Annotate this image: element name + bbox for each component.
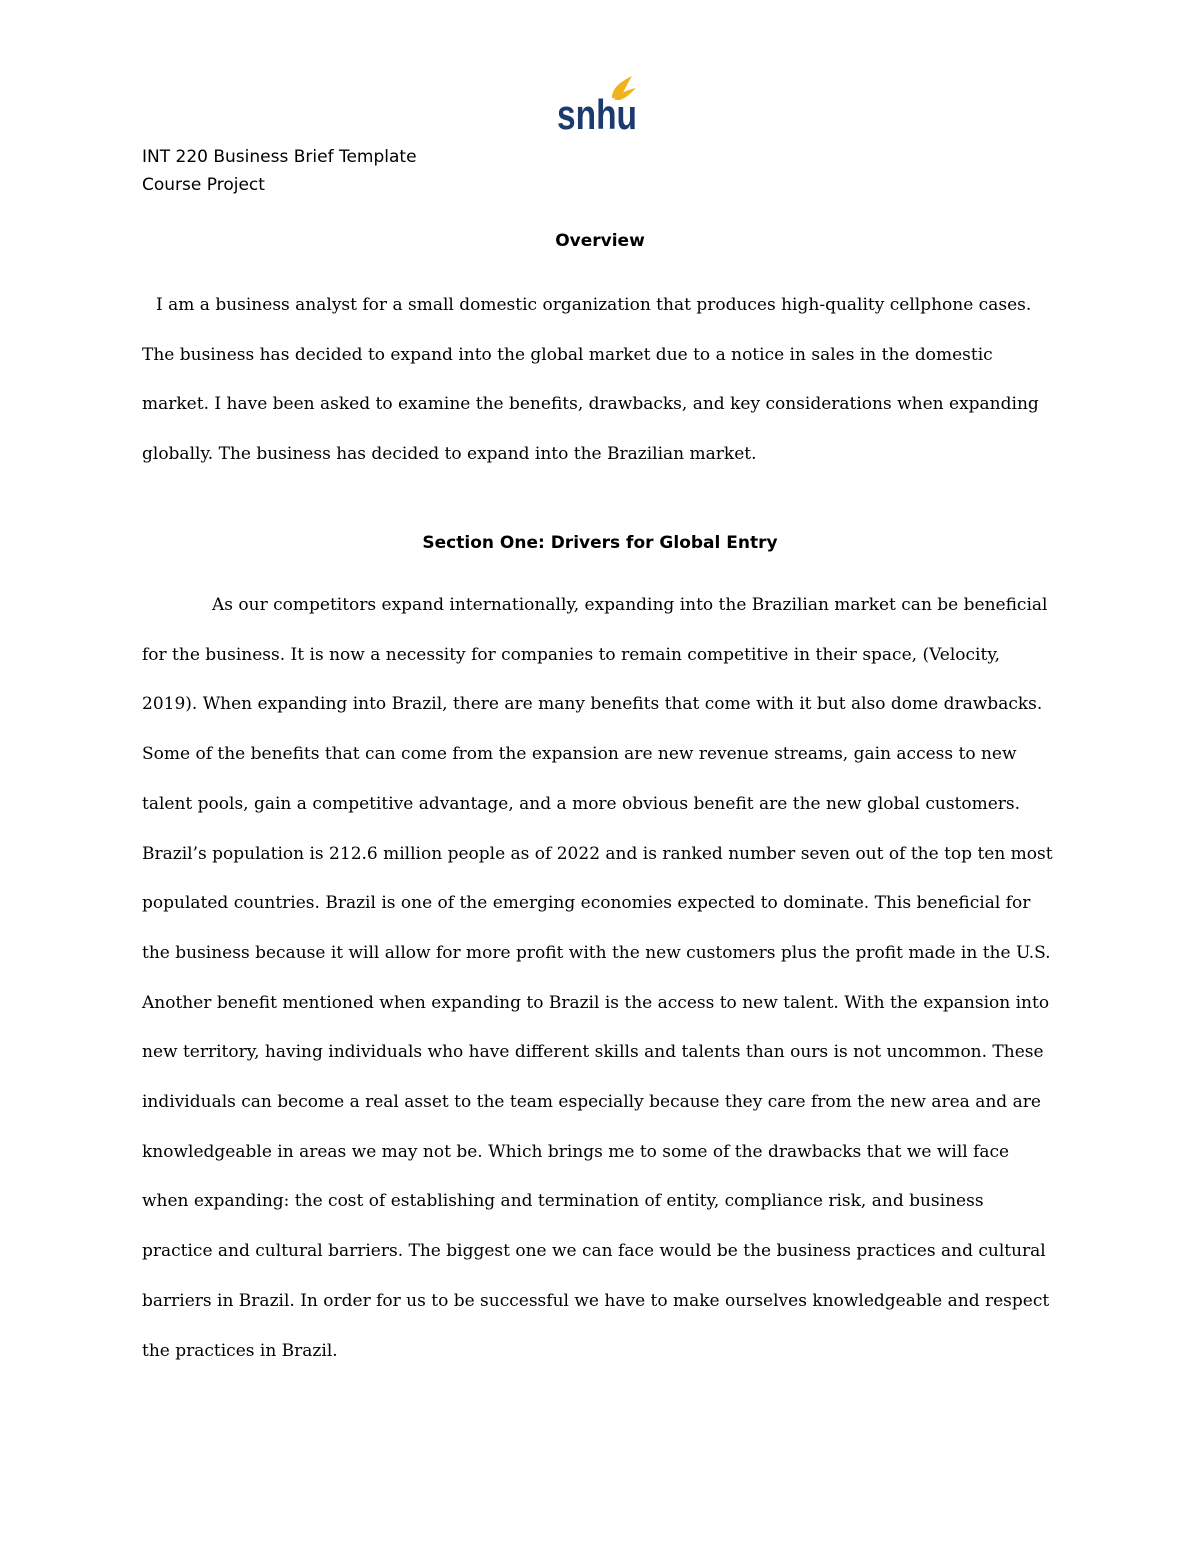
logo-wordmark: snhu [557,91,637,138]
overview-heading: Overview [555,231,645,251]
template-title: INT 220 Business Brief Template [142,147,417,167]
section-one-paragraph: As our competitors expand internationally, expanding into the Brazilian market can be beneficial for the business. It is now a necessity for companies to remain competitive in their space, (Velocity, 2019). When expanding into Brazil, there are many benefits that come with it but also dome drawbacks. Some of the benefits that can come from the expansion are new revenue streams, gain access to new talent pools, gain a competitive advantage, and a more obvious benefit are the new global customers. Brazil’s population is 212.6 million people as of 2022 and is ranked number seven out of the top ten most populated countries. Brazil is one of the emerging economies expected to dominate. This beneficial for the business because it will allow for more profit with the new customers plus the profit made in the U.S. Another benefit mentioned when expanding to Brazil is the access to new talent. With the expansion into new territory, having individuals who have different skills and talents than ours is not uncommon. These individuals can become a real asset to the team especially because they care from the new area and are knowledgeable in areas we may not be. Which brings me to some of the drawbacks that we will face when expanding: the cost of establishing and termination of entity, compliance risk, and business practice and cultural barriers. The biggest one we can face would be the business practices and cultural barriers in Brazil. In order for us to be successful we have to make ourselves knowledgeable and respect the practices in Brazil. [142,595,1053,1361]
snhu-logo [556,72,640,138]
snhu-logo-graphic [556,72,640,138]
overview-paragraph: I am a business analyst for a small domestic organization that produces high-quality cellphone cases. The business has decided to expand into the global market due to a notice in sales in the domestic market. I have been asked to examine the benefits, drawbacks, and key considerations when expanding globally. The business has decided to expand into the Brazilian market. [142,295,1039,464]
course-project-label: Course Project [142,175,265,195]
document-header [142,143,417,199]
section-one-heading: Section One: Drivers for Global Entry [422,533,778,553]
